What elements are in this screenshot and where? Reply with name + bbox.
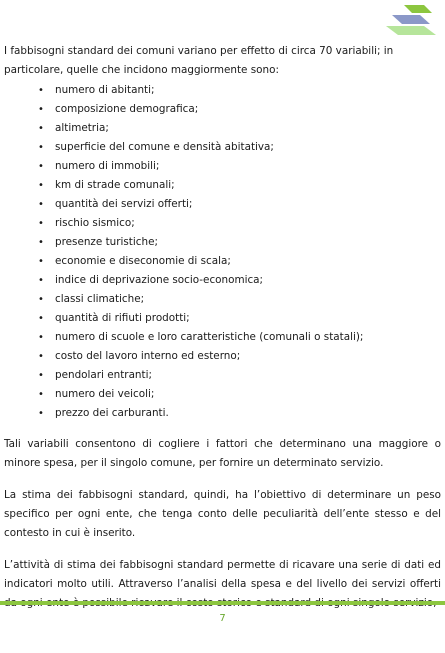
bullet-icon: •: [38, 161, 44, 172]
paragraph-estimate: La stima dei fabbisogni standard, quindi, ha l’obiettivo di determinare un peso specifico per ogni ente, che tenga conto delle peculiarità dell’ente stesso e del contesto in cui è inserito.: [4, 489, 441, 539]
logo-icon: [380, 3, 442, 41]
bullet-icon: •: [38, 218, 44, 229]
bullet-icon: •: [38, 237, 44, 248]
bullet-icon: •: [38, 180, 44, 191]
list-item: • numero dei veicoli;: [4, 385, 441, 404]
bullet-icon: •: [38, 104, 44, 115]
list-item: • composizione demografica;: [4, 100, 441, 119]
list-item: • presenze turistiche;: [4, 233, 441, 252]
list-item: • quantità di rifiuti prodotti;: [4, 309, 441, 328]
intro-paragraph: I fabbisogni standard dei comuni variano per effetto di circa 70 variabili; in particolare, quelle che incidono maggiormente sono:: [4, 45, 394, 76]
bullet-icon: •: [38, 199, 44, 210]
footer-divider: [0, 601, 445, 605]
page-number: 7: [219, 613, 226, 624]
bullet-icon: •: [38, 142, 44, 153]
list-item: • classi climatiche;: [4, 290, 441, 309]
list-item: • indice di deprivazione socio-economica;: [4, 271, 441, 290]
list-item: • km di strade comunali;: [4, 176, 441, 195]
list-item: • costo del lavoro interno ed esterno;: [4, 347, 441, 366]
bullet-icon: •: [38, 275, 44, 286]
list-item: • numero di immobili;: [4, 157, 441, 176]
bullet-icon: •: [38, 256, 44, 267]
bullet-icon: •: [38, 351, 44, 362]
list-item: • quantità dei servizi offerti;: [4, 195, 441, 214]
list-item: • prezzo dei carburanti.: [4, 404, 441, 423]
list-item: • pendolari entranti;: [4, 366, 441, 385]
bullet-icon: •: [38, 294, 44, 305]
bullet-icon: •: [38, 389, 44, 400]
list-item: • numero di abitanti;: [4, 81, 441, 100]
list-item: • altimetria;: [4, 119, 441, 138]
bullet-icon: •: [38, 332, 44, 343]
bullet-icon: •: [38, 313, 44, 324]
paragraph-activity: L’attività di stima dei fabbisogni standard permette di ricavare una serie di dati ed indicatori molto utili. Attraverso l’analisi della spesa e del livello dei servizi offerti: [4, 559, 441, 590]
list-item: • numero di scuole e loro caratteristiche (comunali o statali);: [4, 328, 441, 347]
list-item: • rischio sismico;: [4, 214, 441, 233]
bullet-icon: •: [38, 123, 44, 134]
list-item: • economie e diseconomie di scala;: [4, 252, 441, 271]
bullet-icon: •: [38, 370, 44, 381]
variables-list: [4, 81, 441, 423]
bullet-icon: •: [38, 408, 44, 419]
page-content: [4, 42, 441, 613]
bullet-icon: •: [38, 85, 44, 96]
paragraph-variables: Tali variabili consentono di cogliere i fattori che determinano una maggiore o minore spesa, per il singolo comune, per fornire un determinato servizio.: [4, 438, 441, 469]
list-item: • superficie del comune e densità abitativa;: [4, 138, 441, 157]
